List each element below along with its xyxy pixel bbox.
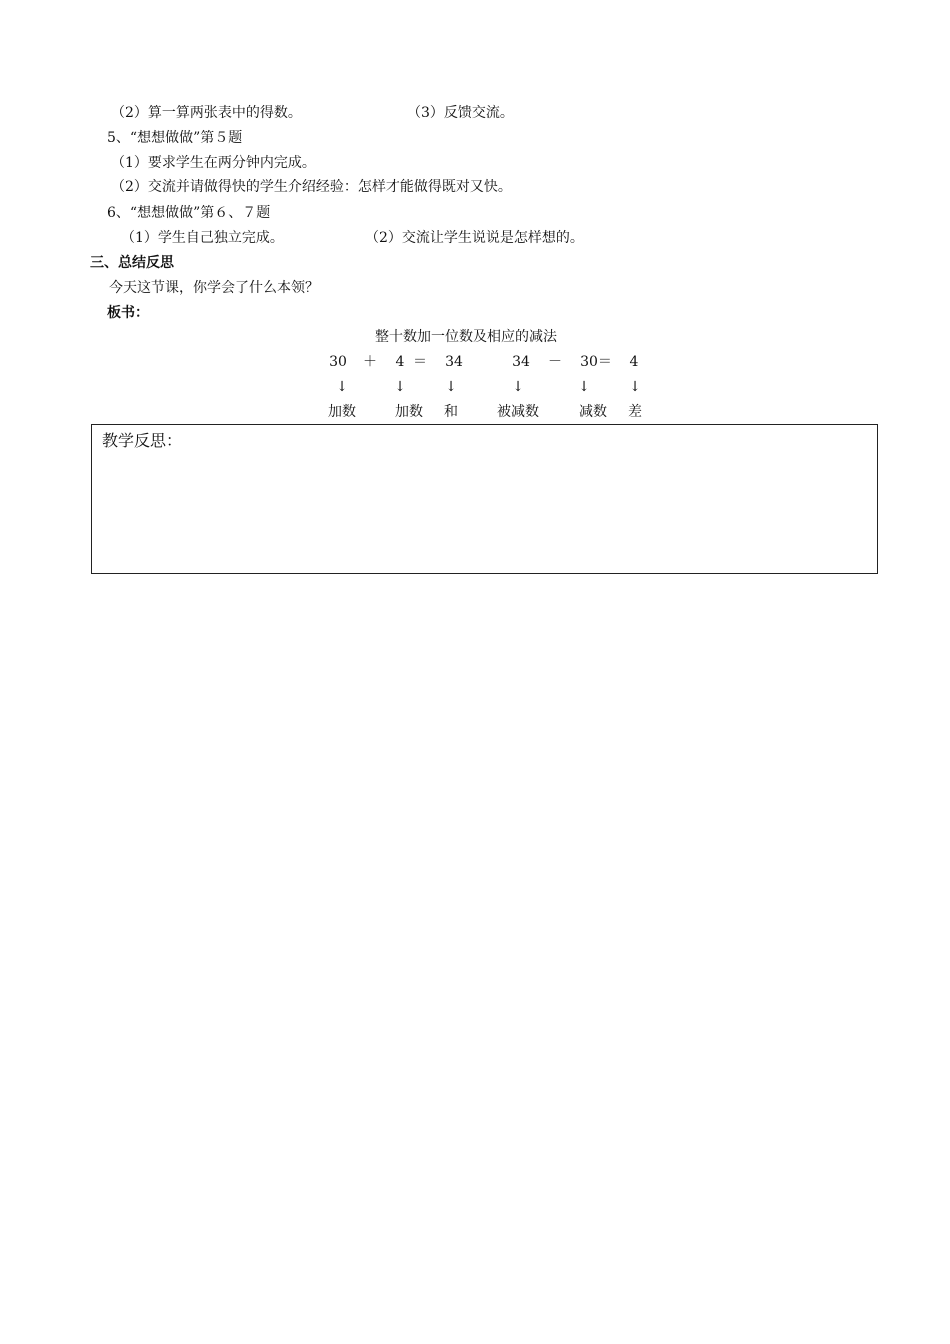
term-addend-1: 加数 — [328, 404, 356, 420]
item-2-calc: （2）算一算两张表中的得数。 — [111, 105, 302, 121]
equation-minus: － — [548, 354, 562, 370]
term-difference: 差 — [628, 404, 642, 420]
equation-plus: ＋ — [363, 354, 377, 370]
equation-difference: 4 — [629, 354, 639, 370]
exercise-6-heading: 6、“想想做做”第６、７题 — [107, 205, 271, 221]
exercise-6-item-1: （1）学生自己独立完成。 — [121, 230, 284, 246]
term-addend-2: 加数 — [395, 404, 423, 420]
equation-equals: ＝ — [413, 354, 427, 370]
equation-addend-1: 30 — [329, 354, 347, 370]
term-subtrahend: 减数 — [579, 404, 607, 420]
exercise-5-heading: 5、“想想做做”第５题 — [107, 130, 243, 146]
equation-minuend: 34 — [512, 354, 530, 370]
exercise-5-item-2: （2）交流并请做得快的学生介绍经验：怎样才能做得既对又快。 — [111, 179, 512, 195]
exercise-6-item-2: （2）交流让学生说说是怎样想的。 — [365, 230, 584, 246]
equation-addend-2: 4 — [395, 354, 405, 370]
item-3-feedback: （3）反馈交流。 — [407, 105, 514, 121]
term-sum: 和 — [444, 404, 458, 420]
equation-sum: 34 — [445, 354, 463, 370]
board-label: 板书： — [107, 305, 149, 321]
arrow-down-icon: ↓ — [336, 379, 348, 395]
arrow-down-icon: ↓ — [629, 379, 641, 395]
arrow-down-icon: ↓ — [394, 379, 406, 395]
board-heading: 整十数加一位数及相应的减法 — [375, 329, 557, 345]
term-minuend: 被减数 — [497, 404, 539, 420]
arrow-down-icon: ↓ — [445, 379, 457, 395]
arrow-down-icon: ↓ — [512, 379, 524, 395]
teaching-reflection-box — [91, 424, 878, 574]
equation-subtrahend: 30＝ — [580, 354, 612, 370]
arrow-down-icon: ↓ — [578, 379, 590, 395]
section-3-heading: 三、总结反思 — [90, 255, 174, 271]
exercise-5-item-1: （1）要求学生在两分钟内完成。 — [111, 155, 316, 171]
teaching-reflection-label: 教学反思： — [102, 431, 183, 450]
summary-question: 今天这节课，你学会了什么本领？ — [109, 280, 319, 296]
